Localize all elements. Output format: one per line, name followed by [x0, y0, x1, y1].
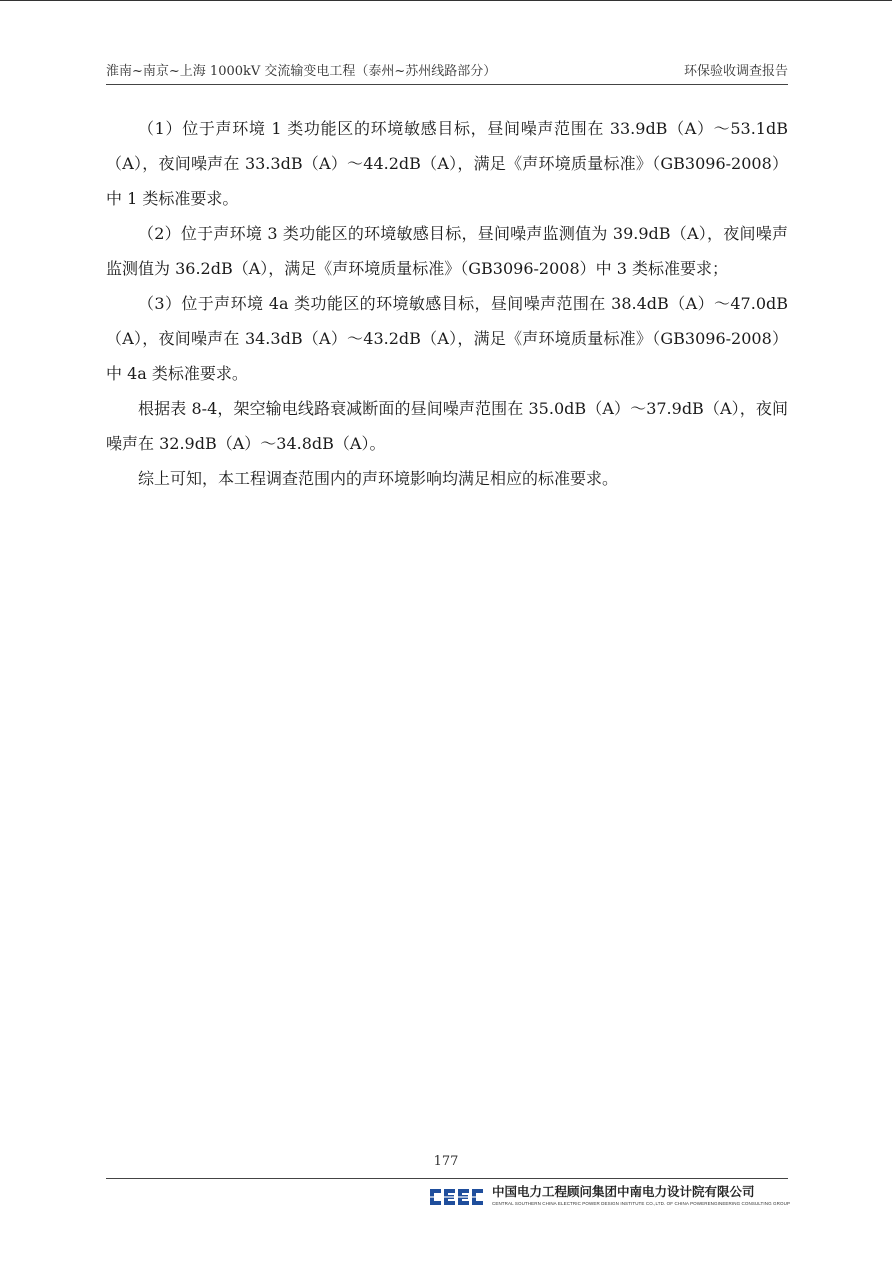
paragraph-conclusion: 综上可知，本工程调查范围内的声环境影响均满足相应的标准要求。	[138, 469, 619, 488]
paragraph-class-1: （1）位于声环境 1 类功能区的环境敏感目标，昼间噪声范围在 33.9dB（A）～53.1dB（A），夜间噪声在 33.3dB（A）～44.2dB（A），满足《声环境质量标准》（GB3096-2008）中 1 类标准要求。	[106, 119, 788, 208]
footer-company-logo	[428, 1184, 791, 1212]
ceec-logo-icon	[428, 1186, 488, 1208]
footer-company-name-en: CENTRAL SOUTHERN CHINA ELECTRIC POWER DESIGN INSTITUTE CO.,LTD. OF CHINA POWERENGINEERING CONSULTING GROUP	[492, 1201, 791, 1206]
header-rule	[106, 84, 788, 85]
paragraph-attenuation-section: 根据表 8-4，架空输电线路衰减断面的昼间噪声范围在 35.0dB（A）～37.9dB（A），夜间噪声在 32.9dB（A）～34.8dB（A）。	[106, 399, 788, 453]
footer-rule	[106, 1178, 788, 1179]
page-top-border	[0, 0, 892, 1]
paragraph-class-3: （2）位于声环境 3 类功能区的环境敏感目标，昼间噪声监测值为 39.9dB（A），夜间噪声监测值为 36.2dB（A），满足《声环境质量标准》（GB3096-2008）中 3 类标准要求；	[106, 224, 788, 278]
footer-company-name-zh: 中国电力工程顾问集团中南电力设计院有限公司	[492, 1184, 755, 1199]
page-header	[106, 62, 788, 82]
header-project-title: 淮南~南京~上海 1000kV 交流输变电工程（泰州~苏州线路部分）	[106, 64, 497, 79]
body-text	[106, 111, 788, 496]
page-number: 177	[433, 1154, 459, 1169]
header-report-title: 环保验收调查报告	[683, 64, 788, 79]
paragraph-class-4a: （3）位于声环境 4a 类功能区的环境敏感目标，昼间噪声范围在 38.4dB（A）～47.0dB（A），夜间噪声在 34.3dB（A）～43.2dB（A），满足《声环境质量标准》（GB3096-2008）中 4a 类标准要求。	[106, 294, 788, 383]
